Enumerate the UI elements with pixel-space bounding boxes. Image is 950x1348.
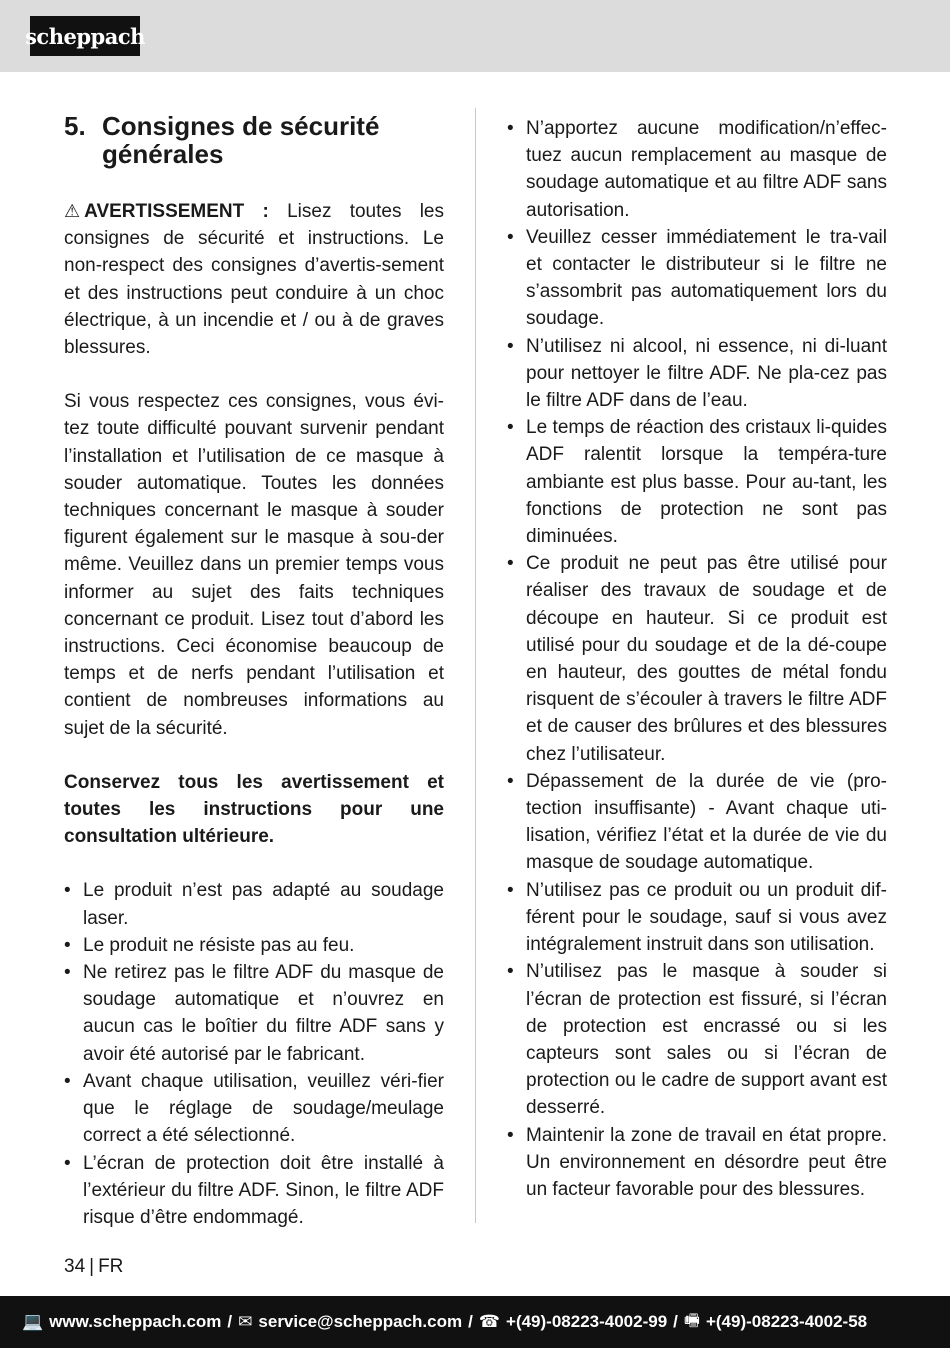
right-bullet-list xyxy=(507,115,887,1203)
email-link[interactable]: service@scheppach.com xyxy=(258,1312,463,1331)
right-column xyxy=(507,115,887,1203)
list-item: • Ne retirez pas le filtre ADF du masque de soudage automatique et n’ouvrez en aucun cas le boîtier du filtre ADF sans y avoir été autorisé par le fabricant. xyxy=(64,962,444,1065)
contact-footer: 💻 www.scheppach.com / ✉ service@scheppach.com / ☎ +(49)-08223-4002-99 / 🖷 +(49)-08223-4002-58 xyxy=(0,1296,950,1348)
header-band xyxy=(0,0,950,72)
left-bullet-list xyxy=(64,877,444,1231)
fax-icon: 🖷 xyxy=(683,1310,700,1330)
list-item: • N’utilisez pas ce produit ou un produit dif-férent pour le soudage, sauf si vous avez intégralement instruit dans son utilisation. xyxy=(507,879,887,956)
intro-paragraph: Si vous respectez ces consignes, vous évi-tez toute difficulté pouvant survenir pendant l’installation et l’utilisation de ce masque à souder automatique. Toutes les données techniques concernant le masque à souder figurent également sur le masque à sou-der même. Veuillez dans un premier temps vous informer au sujet des faits techniques concernant ce produit. Lisez tout d’abord les instructions. Ceci économise beaucoup de temps et de nerfs pendant l’utilisation et contient de nombreuses informations au sujet de la sécurité. xyxy=(64,391,444,739)
list-item: • N’apportez aucune modification/n’effec-tuez aucun remplacement au masque de soudage automatique et au filtre ADF sans autorisation. xyxy=(507,118,887,221)
telephone-icon: ☎ xyxy=(478,1312,501,1331)
envelope-icon: ✉ xyxy=(238,1312,253,1331)
section-heading xyxy=(64,112,444,168)
keep-instructions-notice: Conservez tous les avertissement et toutes les instructions pour une consultation ultérieure. xyxy=(64,771,444,848)
list-item: • Le temps de réaction des cristaux li-quides ADF ralentit lorsque la tempéra-ture ambiante est plus basse. Pour au-tant, les fonctions de protection ne sont pas diminuées. xyxy=(507,417,887,548)
list-item: • L’écran de protection doit être installé à l’extérieur du filtre ADF. Sinon, le filtre ADF risque d’être endommagé. xyxy=(64,1152,444,1228)
column-divider xyxy=(475,108,476,1223)
list-item: • N’utilisez ni alcool, ni essence, ni di-luant pour nettoyer le filtre ADF. Ne pla-cez pas le filtre ADF dans de l’eau. xyxy=(507,335,887,412)
list-item: • Maintenir la zone de travail en état propre. Un environnement en désordre peut être un facteur favorable pour des blessures. xyxy=(507,1124,887,1200)
phone-number: +(49)-08223-4002-99 xyxy=(506,1312,668,1331)
fax-number: +(49)-08223-4002-58 xyxy=(705,1312,868,1331)
warning-text: Lisez toutes les consignes de sécurité et instructions. Le non-respect des consignes d’avertis-sement et des instructions peut conduire à un choc électrique, à un incendie et / ou à de graves blessures. xyxy=(64,201,444,359)
scheppach-logo: scheppach xyxy=(30,16,140,56)
section-title: Consignes de sécurité générales xyxy=(102,111,380,169)
list-item: • Veuillez cesser immédiatement le tra-vail et contacter le distributeur si le filtre ne s’assombrit pas automatiquement lors du soudage. xyxy=(507,226,887,330)
list-item: • Dépassement de la durée de vie (pro-tection insuffisante) - Avant chaque uti-lisation, vérifiez l’état et la durée de vie du masque de soudage automatique. xyxy=(507,770,887,874)
page-number: 34 | FR xyxy=(64,1256,124,1277)
list-item: • Le produit ne résiste pas au feu. xyxy=(64,934,355,956)
section-number: 5. xyxy=(64,111,86,141)
warning-paragraph xyxy=(64,198,444,361)
left-column xyxy=(64,112,444,1231)
list-item: • Ce produit ne peut pas être utilisé pour réaliser des travaux de soudage et de découpe en hauteur. Si ce produit est utilisé pour du soudage et de la dé-coupe en hauteur, des gouttes de métal fondu risquent de s’écouler à travers le filtre ADF et de causer des brûlures et des blessures chez l’utilisateur. xyxy=(507,553,887,765)
list-item: • N’utilisez pas le masque à souder si l’écran de protection est fissuré, si l’écran de protection est encrassé ou si les capteurs sont sales ou si l’écran de protection ou le cadre de support avant est desserré. xyxy=(507,961,887,1119)
website-link[interactable]: www.scheppach.com xyxy=(49,1312,222,1331)
warning-triangle-icon: ⚠ xyxy=(64,201,81,221)
computer-icon: 💻 xyxy=(22,1312,44,1331)
list-item: • Avant chaque utilisation, veuillez véri-fier que le réglage de soudage/meulage correct a été sélectionné. xyxy=(64,1070,444,1147)
warning-label: AVERTISSEMENT : xyxy=(84,201,269,222)
list-item: • Le produit n’est pas adapté au soudage laser. xyxy=(64,880,444,929)
